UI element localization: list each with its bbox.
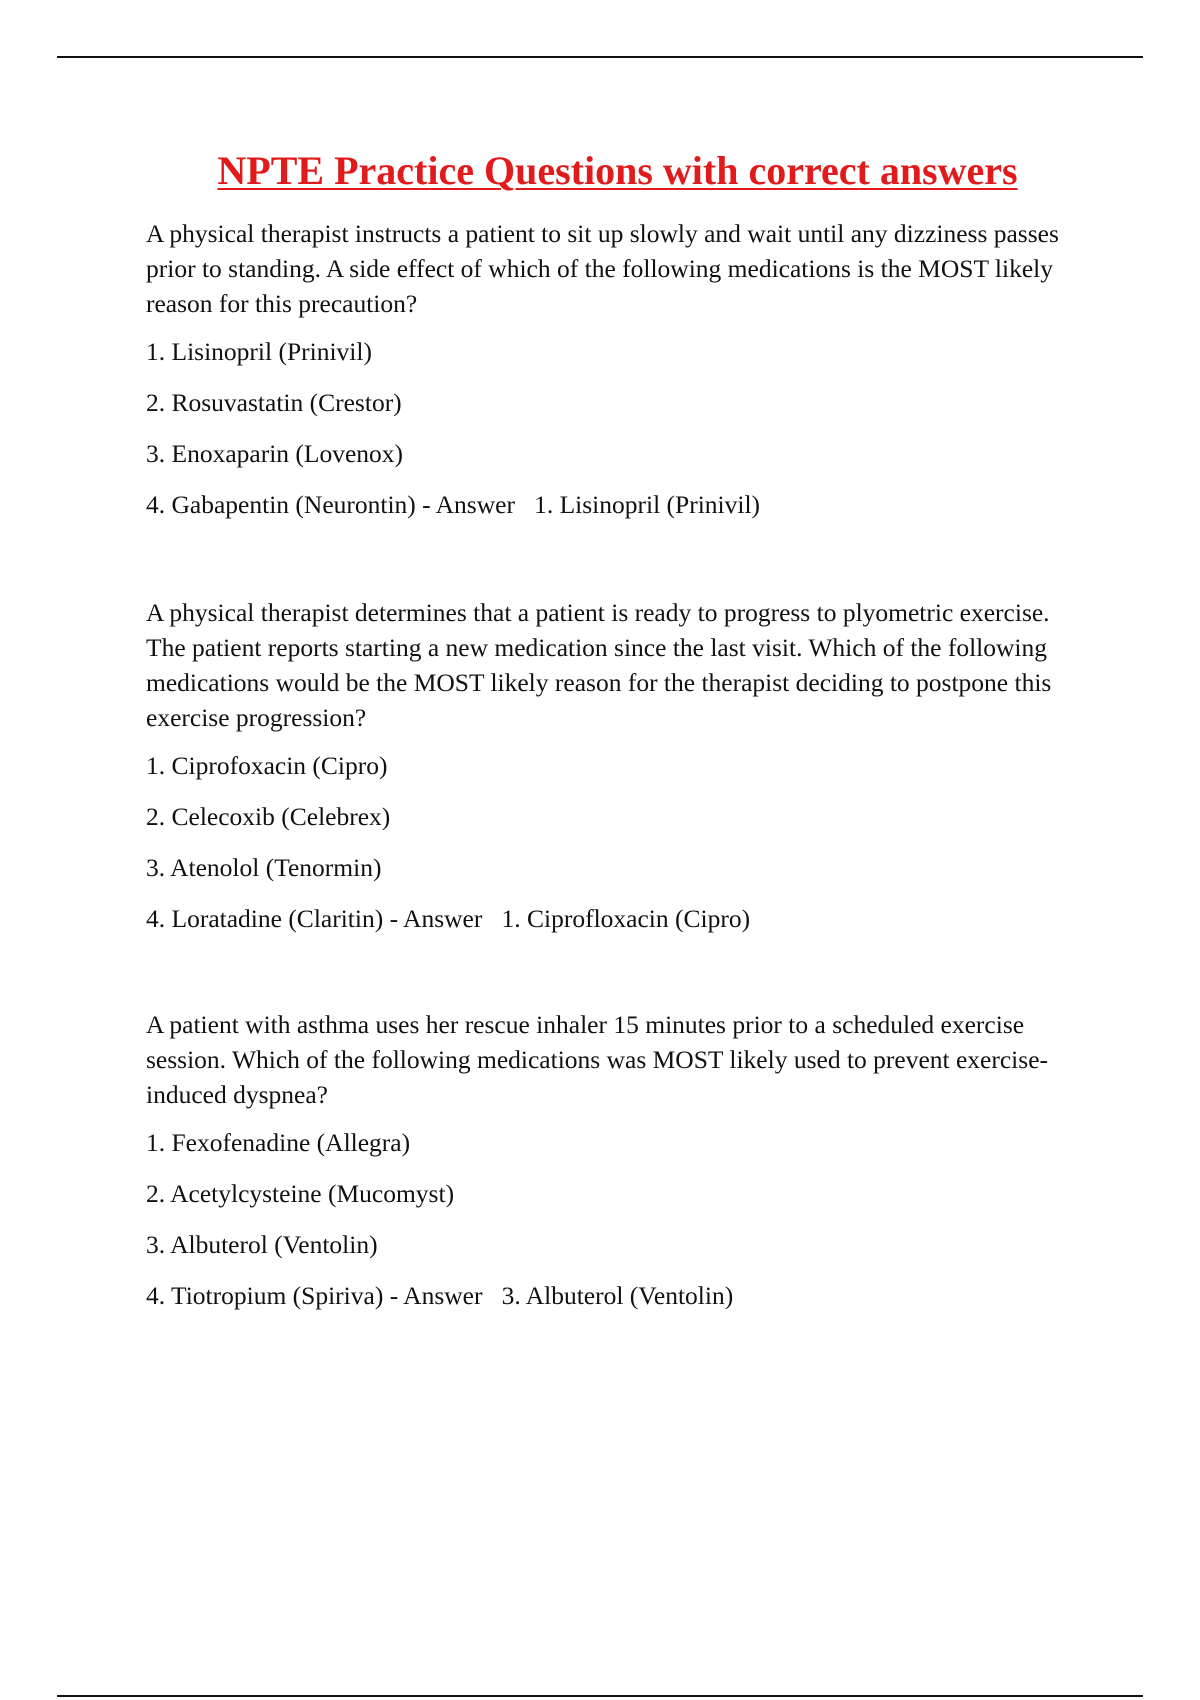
option-2: 2. Rosuvastatin (Crestor)	[146, 388, 402, 417]
answer-label: - Answer	[422, 490, 515, 519]
page-title: NPTE Practice Questions with correct answers	[217, 148, 1018, 193]
option-3: 3. Enoxaparin (Lovenox)	[146, 439, 404, 468]
option-2: 2. Acetylcysteine (Mucomyst)	[146, 1179, 455, 1208]
option-4-with-answer	[146, 487, 1086, 522]
top-rule	[57, 56, 1143, 58]
option-4-with-answer	[146, 901, 1086, 936]
option-1: 1. Lisinopril (Prinivil)	[146, 337, 372, 366]
answer-label: - Answer	[389, 904, 483, 933]
question-2	[146, 595, 1086, 952]
correct-answer: 1. Ciprofloxacin (Cipro)	[501, 904, 751, 933]
bottom-rule	[57, 1695, 1143, 1697]
option-4: 4. Loratadine (Claritin)	[146, 904, 384, 933]
option-4-with-answer	[146, 1278, 1086, 1313]
option-3: 3. Albuterol (Ventolin)	[146, 1230, 378, 1259]
correct-answer: 3. Albuterol (Ventolin)	[501, 1281, 734, 1310]
option-2: 2. Celecoxib (Celebrex)	[146, 802, 391, 831]
option-1: 1. Fexofenadine (Allegra)	[146, 1128, 411, 1157]
option-3: 3. Atenolol (Tenormin)	[146, 853, 382, 882]
answer-label: - Answer	[389, 1281, 483, 1310]
question-1	[146, 216, 1086, 538]
option-4: 4. Gabapentin (Neurontin)	[146, 490, 416, 519]
question-stem: A physical therapist instructs a patient to sit up slowly and wait until any dizziness passes prior to standing. A side effect of which of the following medications is the MOST likely reason for this precaution?	[146, 219, 1059, 318]
question-3	[146, 1007, 1086, 1329]
question-stem: A physical therapist determines that a patient is ready to progress to plyometric exercise. The patient reports starting a new medication since the last visit. Which of the following medications would be the MOST likely reason for the therapist deciding to postpone this exercise progression?	[146, 598, 1052, 732]
question-stem: A patient with asthma uses her rescue inhaler 15 minutes prior to a scheduled exercise session. Which of the following medications was MOST likely used to prevent exercise-induced dyspnea?	[146, 1010, 1049, 1109]
correct-answer: 1. Lisinopril (Prinivil)	[534, 490, 761, 519]
option-1: 1. Ciprofoxacin (Cipro)	[146, 751, 388, 780]
option-4: 4. Tiotropium (Spiriva)	[146, 1281, 384, 1310]
